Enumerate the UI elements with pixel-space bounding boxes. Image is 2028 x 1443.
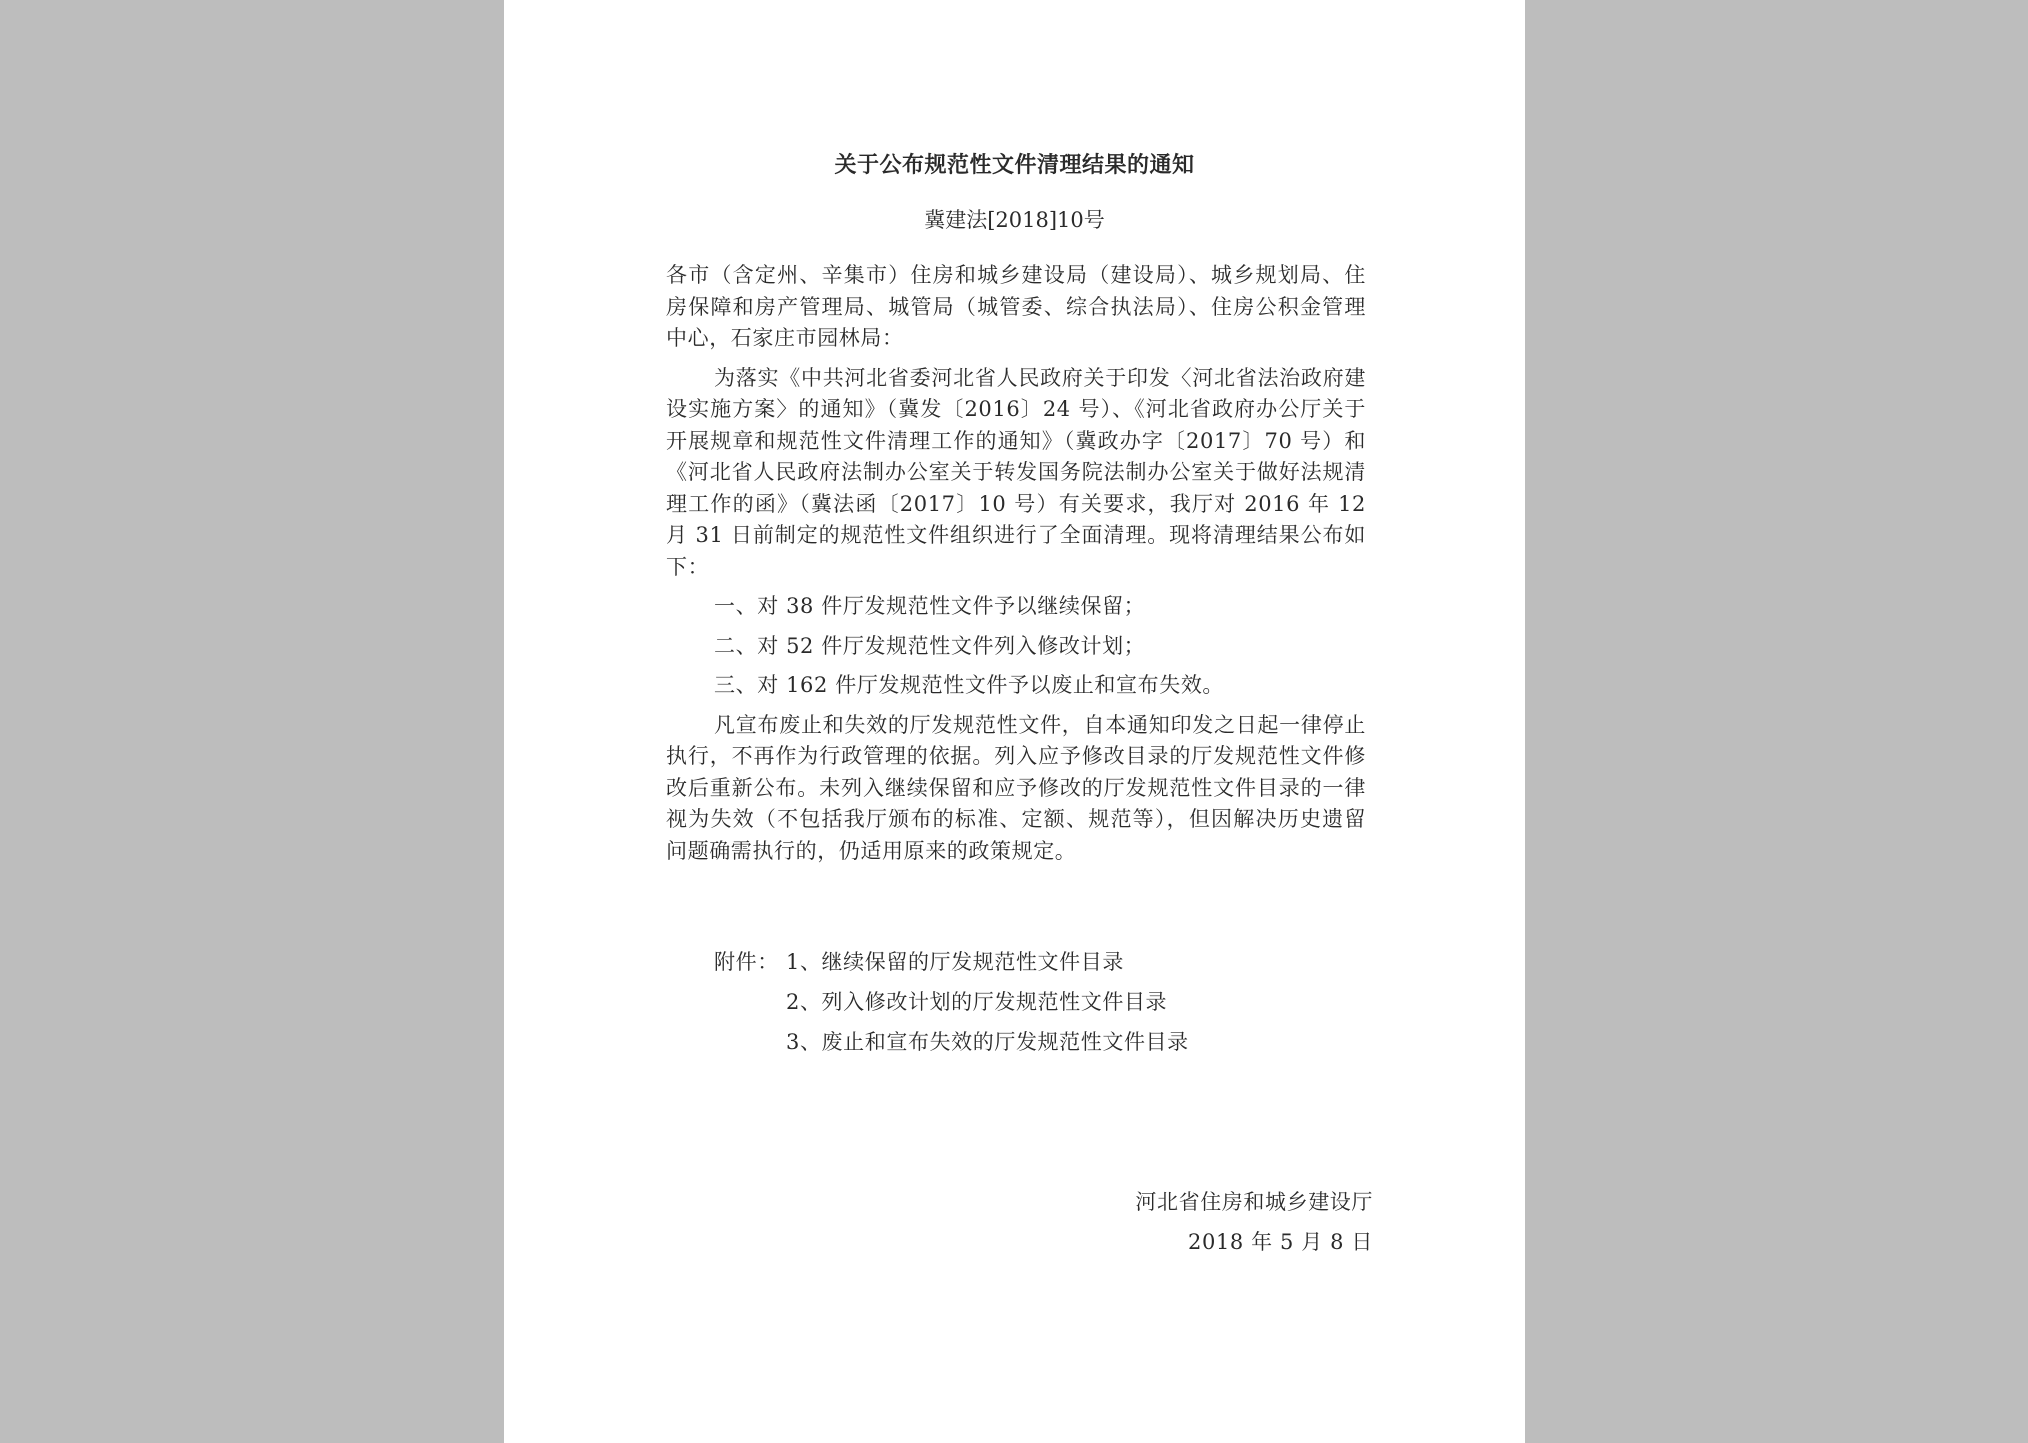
- attachment-item: 1、继续保留的厅发规范性文件目录: [786, 950, 1124, 974]
- attachment-row-1: [714, 942, 1189, 982]
- result-item-2: 二、对 52 件厅发规范性文件列入修改计划；: [714, 633, 1146, 658]
- attachment-item: 3、废止和宣布失效的厅发规范性文件目录: [786, 1030, 1189, 1054]
- attachments-label: 附件：: [714, 950, 779, 974]
- result-item-3: 三、对 162 件厅发规范性文件予以废止和宣布失效。: [714, 673, 1225, 697]
- attachment-row-3: [714, 1022, 1189, 1062]
- paragraph-1: 为落实《中共河北省委河北省人民政府关于印发〈河北省法治政府建设实施方案〉的通知》（冀发〔2016〕24 号）、《河北省政府办公厅关于开展规章和规范性文件清理工作的通知》（冀政办字〔2017〕70 号）和《河北省人民政府法制办公室关于转发国务院法制办公室关于做好法规清理工作的函》（冀法函〔2017〕10 号）有关要求，我厅对 2016 年 12 月 31 日前制定的规范性文件组织进行了全面清理。现将清理结果公布如下：: [666, 365, 1366, 579]
- document-number: 冀建法[2018]10号: [924, 208, 1105, 232]
- recipients: 各市（含定州、辛集市）住房和城乡建设局（建设局）、城乡规划局、住房保障和房产管理局、城管局（城管委、综合执法局）、住房公积金管理中心，石家庄市园林局：: [666, 263, 1366, 350]
- document-body: [666, 260, 1366, 875]
- attachment-row-2: [714, 982, 1189, 1022]
- attachment-item: 2、列入修改计划的厅发规范性文件目录: [786, 990, 1168, 1014]
- document-title: 关于公布规范性文件清理结果的通知: [834, 152, 1195, 178]
- document-page: [504, 0, 1525, 1443]
- signature-block: [1135, 1182, 1373, 1262]
- issuer: 河北省住房和城乡建设厅: [1135, 1190, 1373, 1214]
- attachments-list: [714, 942, 1189, 1062]
- result-item-1: 一、对 38 件厅发规范性文件予以继续保留；: [714, 594, 1146, 618]
- issue-date: 2018 年 5 月 8 日: [1188, 1230, 1373, 1254]
- paragraph-2: 凡宣布废止和失效的厅发规范性文件，自本通知印发之日起一律停止执行，不再作为行政管理的依据。列入应予修改目录的厅发规范性文件修改后重新公布。未列入继续保留和应予修改的厅发规范性文件目录的一律视为失效（不包括我厅颁布的标准、定额、规范等），但因解决历史遗留问题确需执行的，仍适用原来的政策规定。: [666, 712, 1366, 863]
